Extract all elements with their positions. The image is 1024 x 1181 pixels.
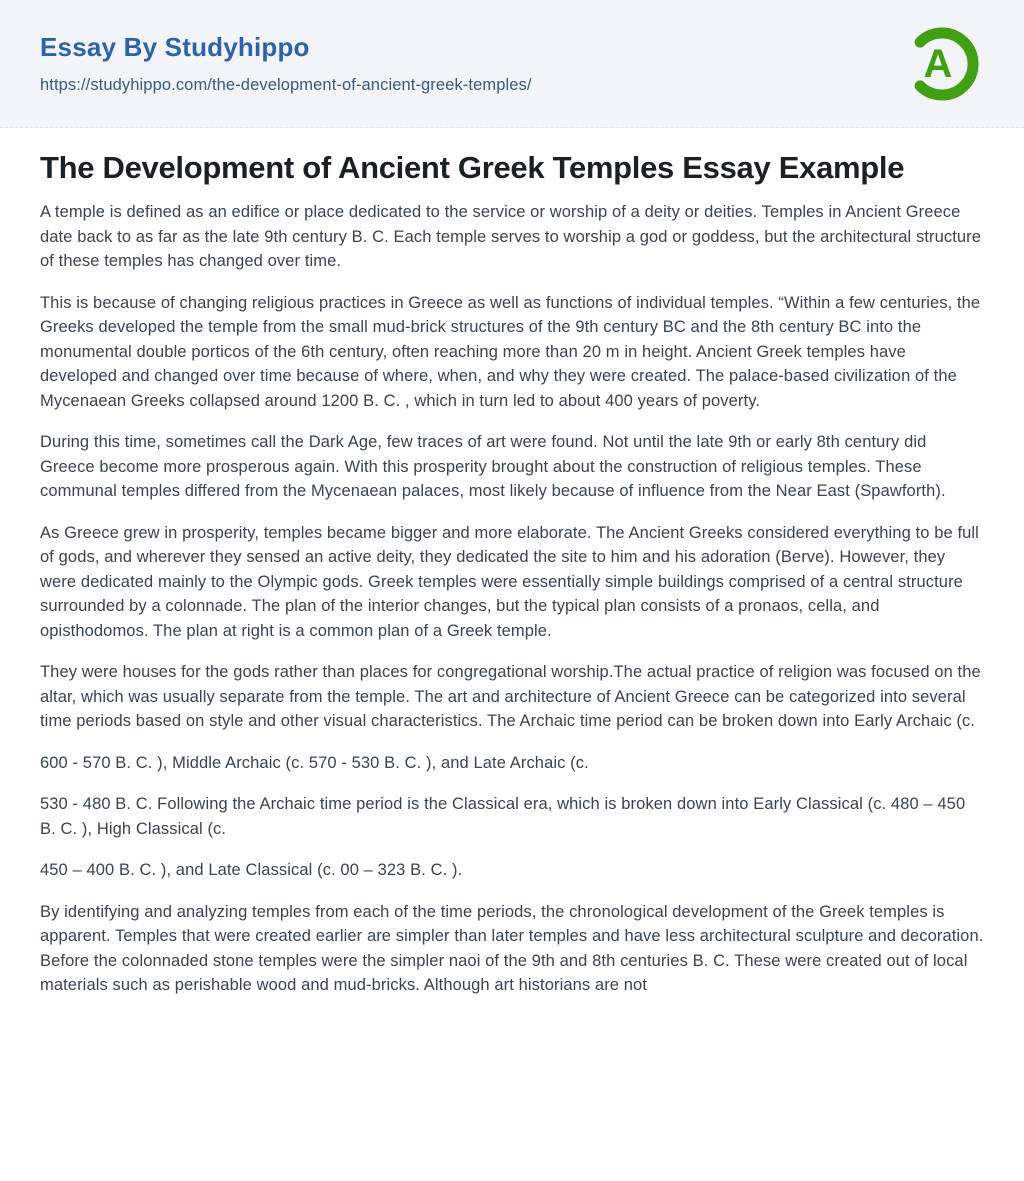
- essay-title: The Development of Ancient Greek Temples Essay Example: [40, 150, 905, 185]
- source-url-link[interactable]: https://studyhippo.com/the-development-of-ancient-greek-temples/: [40, 76, 532, 94]
- essay-article: [0, 128, 1024, 998]
- site-header: [0, 0, 1024, 128]
- site-title: Essay By Studyhippo: [40, 32, 310, 62]
- logo-letter: A: [923, 41, 953, 86]
- essay-paragraph: 450 – 400 B. C. ), and Late Classical (c. 00 – 323 B. C. ).: [40, 861, 463, 880]
- essay-paragraph: They were houses for the gods rather than places for congregational worship.The actual practice of religion was focused on the altar, which was usually separate from the temple. The art and architecture of Ancient Greece can be categorized into several time periods based on style and other visual characteristics. The Archaic time period can be broken down into Early Archaic (c.: [40, 663, 981, 731]
- header-text-block: [40, 32, 532, 95]
- essay-paragraph: 600 - 570 B. C. ), Middle Archaic (c. 570 - 530 B. C. ), and Late Archaic (c.: [40, 753, 589, 772]
- essay-paragraph: A temple is defined as an edifice or place dedicated to the service or worship of a deity or deities. Temples in Ancient Greece date back to as far as the late 9th century B. C. Each temple serves to worship a god or goddess, but the architectural structure of these temples has changed over time.: [40, 203, 982, 271]
- essay-paragraph: This is because of changing religious practices in Greece as well as functions of individual temples. “Within a few centuries, the Greeks developed the temple from the small mud-brick structures of the 9th century BC and the 8th century BC into the monumental double porticos of the 6th century, often reaching more than 20 m in height. Ancient Greek temples have developed and changed over time because of where, when, and why they were created. The palace-based civilization of the Mycenaean Greeks collapsed around 1200 B. C. , which in turn led to about 400 years of poverty.: [40, 293, 981, 410]
- essay-paragraph: By identifying and analyzing temples from each of the time periods, the chronological development of the Greek temples is apparent. Temples that were created earlier are simpler than later temples and have less architectural sculpture and decoration. Before the colonnaded stone temples were the simpler naoi of the 9th and 8th centuries B. C. These were created out of local materials such as perishable wood and mud-bricks. Although art historians are not: [40, 902, 984, 995]
- essay-paragraph: During this time, sometimes call the Dark Age, few traces of art were found. Not until the late 9th or early 8th century did Greece become more prosperous again. With this prosperity brought about the construction of religious temples. These communal temples differed from the Mycenaean palaces, most likely because of influence from the Near East (Spawforth).: [40, 433, 946, 501]
- essay-body: [40, 200, 984, 998]
- essay-paragraph: As Greece grew in prosperity, temples became bigger and more elaborate. The Ancient Greeks considered everything to be full of gods, and wherever they sensed an active deity, they dedicated the site to him and his adoration (Berve). However, they were dedicated mainly to the Olympic gods. Greek temples were essentially simple buildings comprised of a central structure surrounded by a colonnade. The plan of the interior changes, but the typical plan consists of a pronaos, cella, and opisthodomos. The plan at right is a common plan of a Greek temple.: [40, 523, 979, 640]
- studyhippo-logo-icon: [902, 24, 982, 104]
- essay-paragraph: 530 - 480 B. C. Following the Archaic time period is the Classical era, which is broken down into Early Classical (c. 480 – 450 B. C. ), High Classical (c.: [40, 795, 966, 838]
